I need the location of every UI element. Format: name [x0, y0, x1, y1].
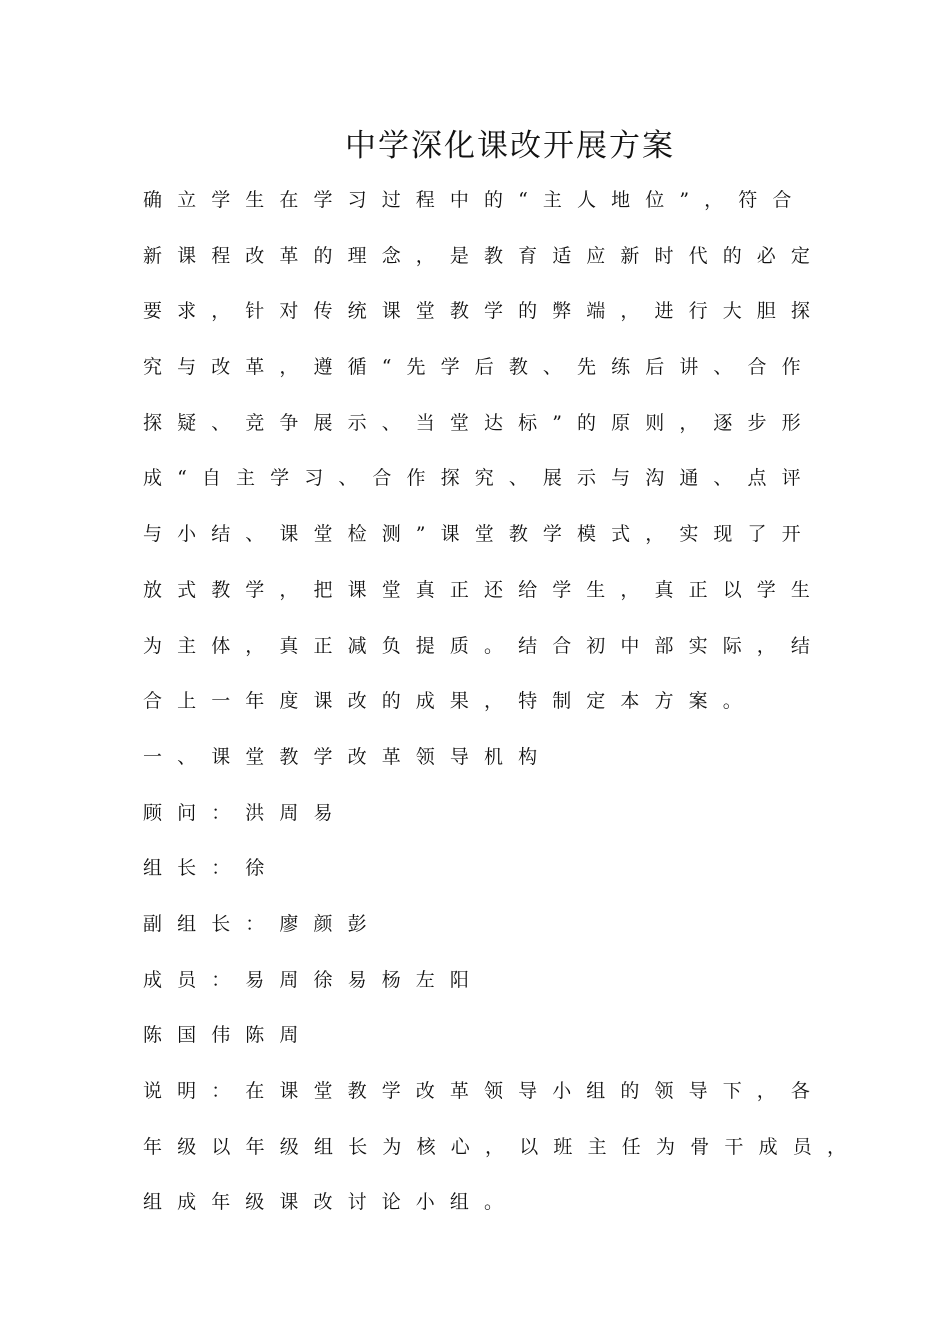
body-line: 合上一年度课改的成果，特制定本方案。	[143, 690, 757, 713]
deputy-leader-line: 副组长：廖颜彭	[143, 912, 382, 935]
document-title: 中学深化课改开展方案	[345, 128, 675, 164]
advisor-line: 顾问：洪周易	[143, 801, 348, 824]
body-line: 成“自主学习、合作探究、展示与沟通、点评	[143, 467, 816, 490]
note-line: 说明：在课堂教学改革领导小组的领导下，各	[143, 1080, 826, 1102]
body-line: 新课程改革的理念，是教育适应新时代的必定	[143, 244, 826, 267]
body-line: 究与改革，遵循“先学后教、先练后讲、合作	[143, 356, 816, 379]
body-line: 确立学生在学习过程中的“主人地位”，符合	[143, 189, 807, 211]
members-line-continued: 陈国伟陈周	[143, 1024, 314, 1047]
leader-line: 组长：徐	[143, 857, 280, 880]
note-line: 年级以年级组长为核心，以班主任为骨干成员，	[143, 1135, 862, 1158]
members-line: 成员：易周徐易杨左阳	[143, 968, 485, 991]
body-line: 探疑、竞争展示、当堂达标”的原则，逐步形	[143, 411, 816, 434]
note-line: 组成年级课改讨论小组。	[143, 1191, 519, 1214]
body-line: 要求，针对传统课堂教学的弊端，进行大胆探	[143, 300, 826, 323]
body-line: 为主体，真正减负提质。结合初中部实际，结	[143, 634, 826, 657]
body-line: 放式教学，把课堂真正还给学生，真正以学生	[143, 578, 826, 601]
section-heading: 一、课堂教学改革领导机构	[143, 745, 553, 768]
document-body	[143, 178, 862, 1236]
body-line: 与小结、课堂检测”课堂教学模式，实现了开	[143, 523, 816, 546]
